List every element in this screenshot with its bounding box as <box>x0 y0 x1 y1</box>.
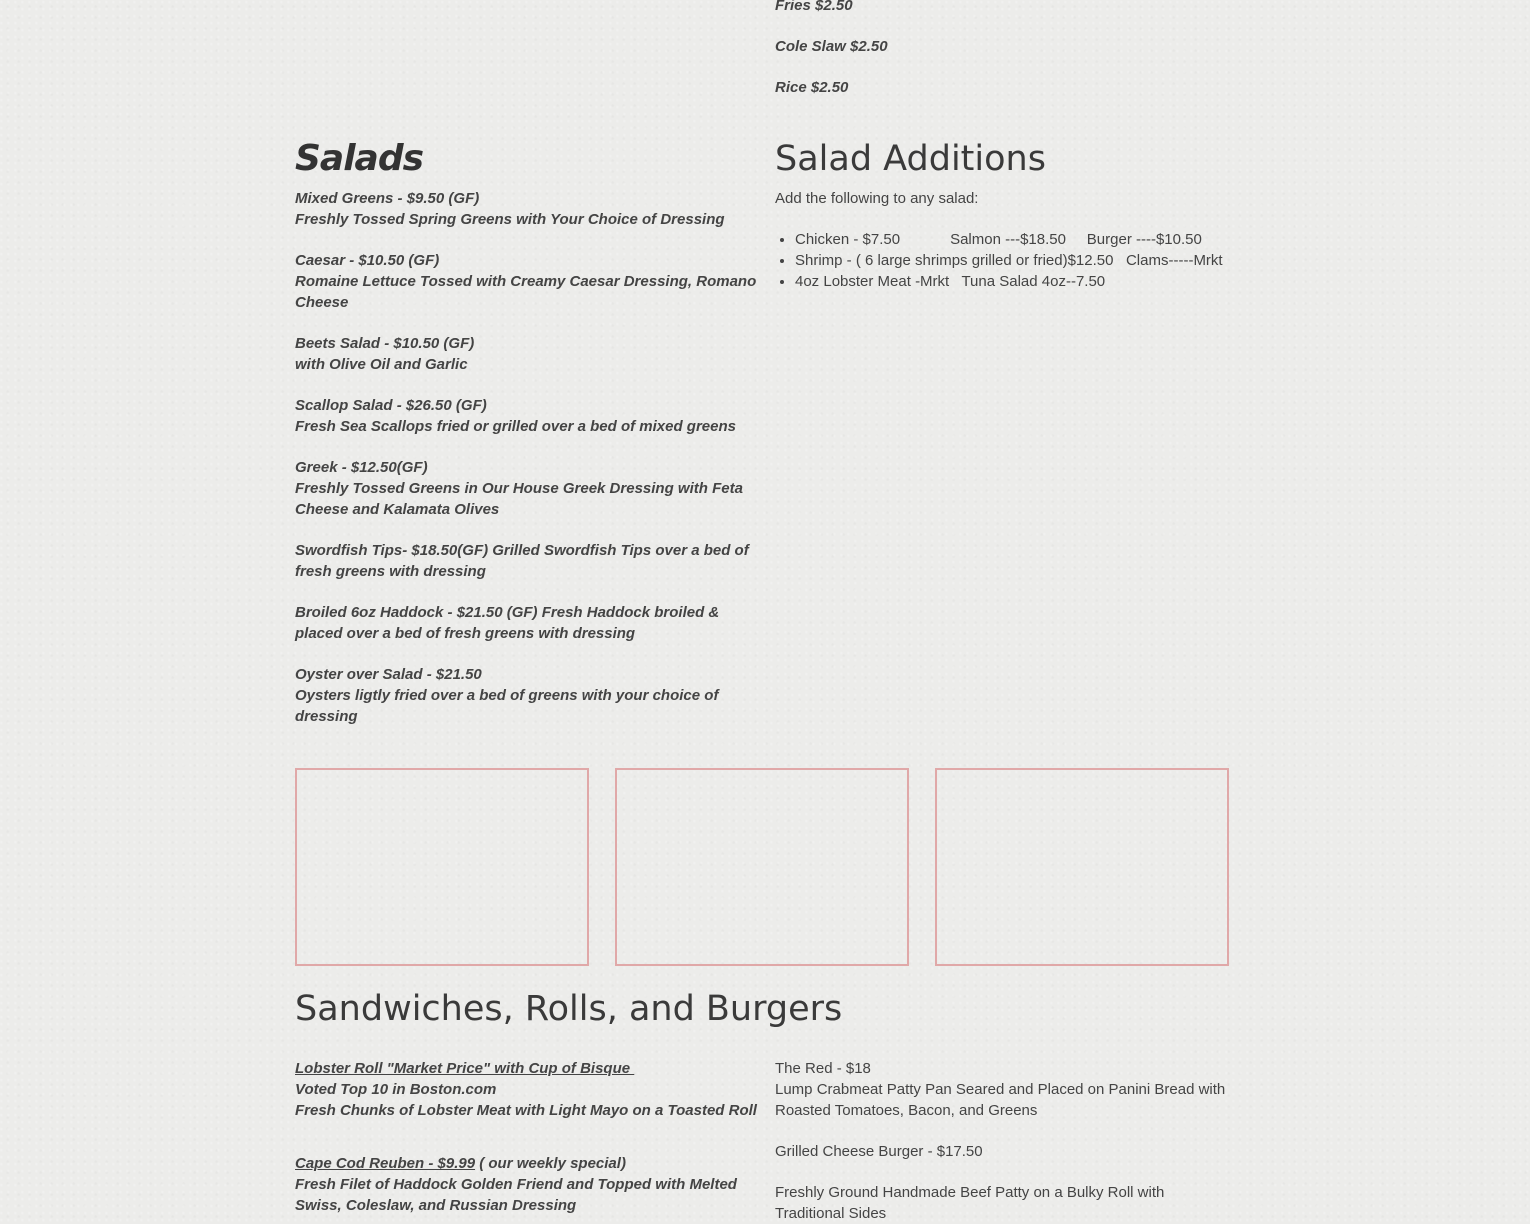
salad-item-title: Broiled 6oz Haddock - $21.50 (GF) Fresh Haddock broiled & placed over a bed of fresh greens with dressing <box>295 604 720 642</box>
salad-item-title: Oyster over Salad - $21.50 <box>295 666 482 683</box>
salad-item <box>295 333 760 375</box>
sandwiches-heading: Sandwiches, Rolls, and Burgers <box>295 989 843 1029</box>
reuben-note: ( our weekly special) <box>475 1155 626 1172</box>
salad-item-title: Caesar - $10.50 (GF) <box>295 252 440 269</box>
addition-item: • 4oz Lobster Meat -Mrkt Tuna Salad 4oz--7.50 <box>795 271 1235 292</box>
side-fries: Fries $2.50 <box>775 0 853 14</box>
salad-item-desc: with Olive Oil and Garlic <box>295 356 468 373</box>
reuben-desc: Fresh Filet of Haddock Golden Friend and Topped with Melted Swiss, Coleslaw, and Russian Dressing <box>295 1176 737 1214</box>
lobster-roll-voted: Voted Top 10 in Boston.com <box>295 1081 497 1098</box>
reuben-heading <box>295 1153 760 1174</box>
addition-item: • Chicken - $7.50 Salmon ---$18.50 Burger ----$10.50 <box>795 229 1235 250</box>
salad-item <box>295 602 760 644</box>
salad-additions-heading: Salad Additions <box>775 139 1046 179</box>
salad-item-desc: Fresh Sea Scallops fried or grilled over a bed of mixed greens <box>295 418 736 435</box>
salad-item <box>295 540 760 582</box>
side-rice: Rice $2.50 <box>775 79 849 96</box>
photo-frame[interactable] <box>935 768 1229 966</box>
salad-item-desc: Freshly Tossed Greens in Our House Greek Dressing with Feta Cheese and Kalamata Olives <box>295 480 743 518</box>
the-red-desc: Lump Crabmeat Patty Pan Seared and Placed on Panini Bread with Roasted Tomatoes, Bacon, and Greens <box>775 1081 1226 1119</box>
reuben-title: Cape Cod Reuben - $9.99 <box>295 1155 476 1172</box>
salad-item-desc: Oysters ligtly fried over a bed of greens with your choice of dressing <box>295 687 719 725</box>
salad-item <box>295 250 760 313</box>
the-red-title: The Red - $18 <box>775 1060 871 1077</box>
sides-list <box>775 0 1230 98</box>
addition-item: • Shrimp - ( 6 large shrimps grilled or fried)$12.50 Clams-----Mrkt <box>795 250 1235 271</box>
salads-list <box>295 188 760 747</box>
lobster-roll-desc: Fresh Chunks of Lobster Meat with Light Mayo on a Toasted Roll <box>295 1102 757 1119</box>
salad-additions-intro: Add the following to any salad: <box>775 190 979 207</box>
salad-item-desc: Romaine Lettuce Tossed with Creamy Caesar Dressing, Romano Cheese <box>295 273 757 311</box>
sandwiches-left <box>295 1058 760 1216</box>
side-cole-slaw: Cole Slaw $2.50 <box>775 38 888 55</box>
salad-item-title: Swordfish Tips- $18.50(GF) Grilled Swordfish Tips over a bed of fresh greens with dressing <box>295 542 749 580</box>
photo-frame[interactable] <box>615 768 909 966</box>
lobster-roll-title: Lobster Roll "Market Price" with Cup of Bisque <box>295 1060 635 1077</box>
photo-frame[interactable] <box>295 768 589 966</box>
salad-item-title: Greek - $12.50(GF) <box>295 459 428 476</box>
salad-item-title: Beets Salad - $10.50 (GF) <box>295 335 475 352</box>
salad-item-title: Mixed Greens - $9.50 (GF) <box>295 190 480 207</box>
salads-heading: Salads <box>295 138 424 179</box>
salad-item <box>295 188 760 230</box>
salad-item <box>295 664 760 727</box>
salad-item-desc: Freshly Tossed Spring Greens with Your Choice of Dressing <box>295 211 725 228</box>
salad-item <box>295 457 760 520</box>
salad-item-title: Scallop Salad - $26.50 (GF) <box>295 397 487 414</box>
sandwiches-right <box>775 1058 1230 1224</box>
grilled-cheese-burger-title: Grilled Cheese Burger - $17.50 <box>775 1143 983 1160</box>
salad-additions-list <box>775 229 1235 292</box>
grilled-cheese-burger-desc: Freshly Ground Handmade Beef Patty on a Bulky Roll with Traditional Sides <box>775 1184 1165 1222</box>
salad-item <box>295 395 760 437</box>
